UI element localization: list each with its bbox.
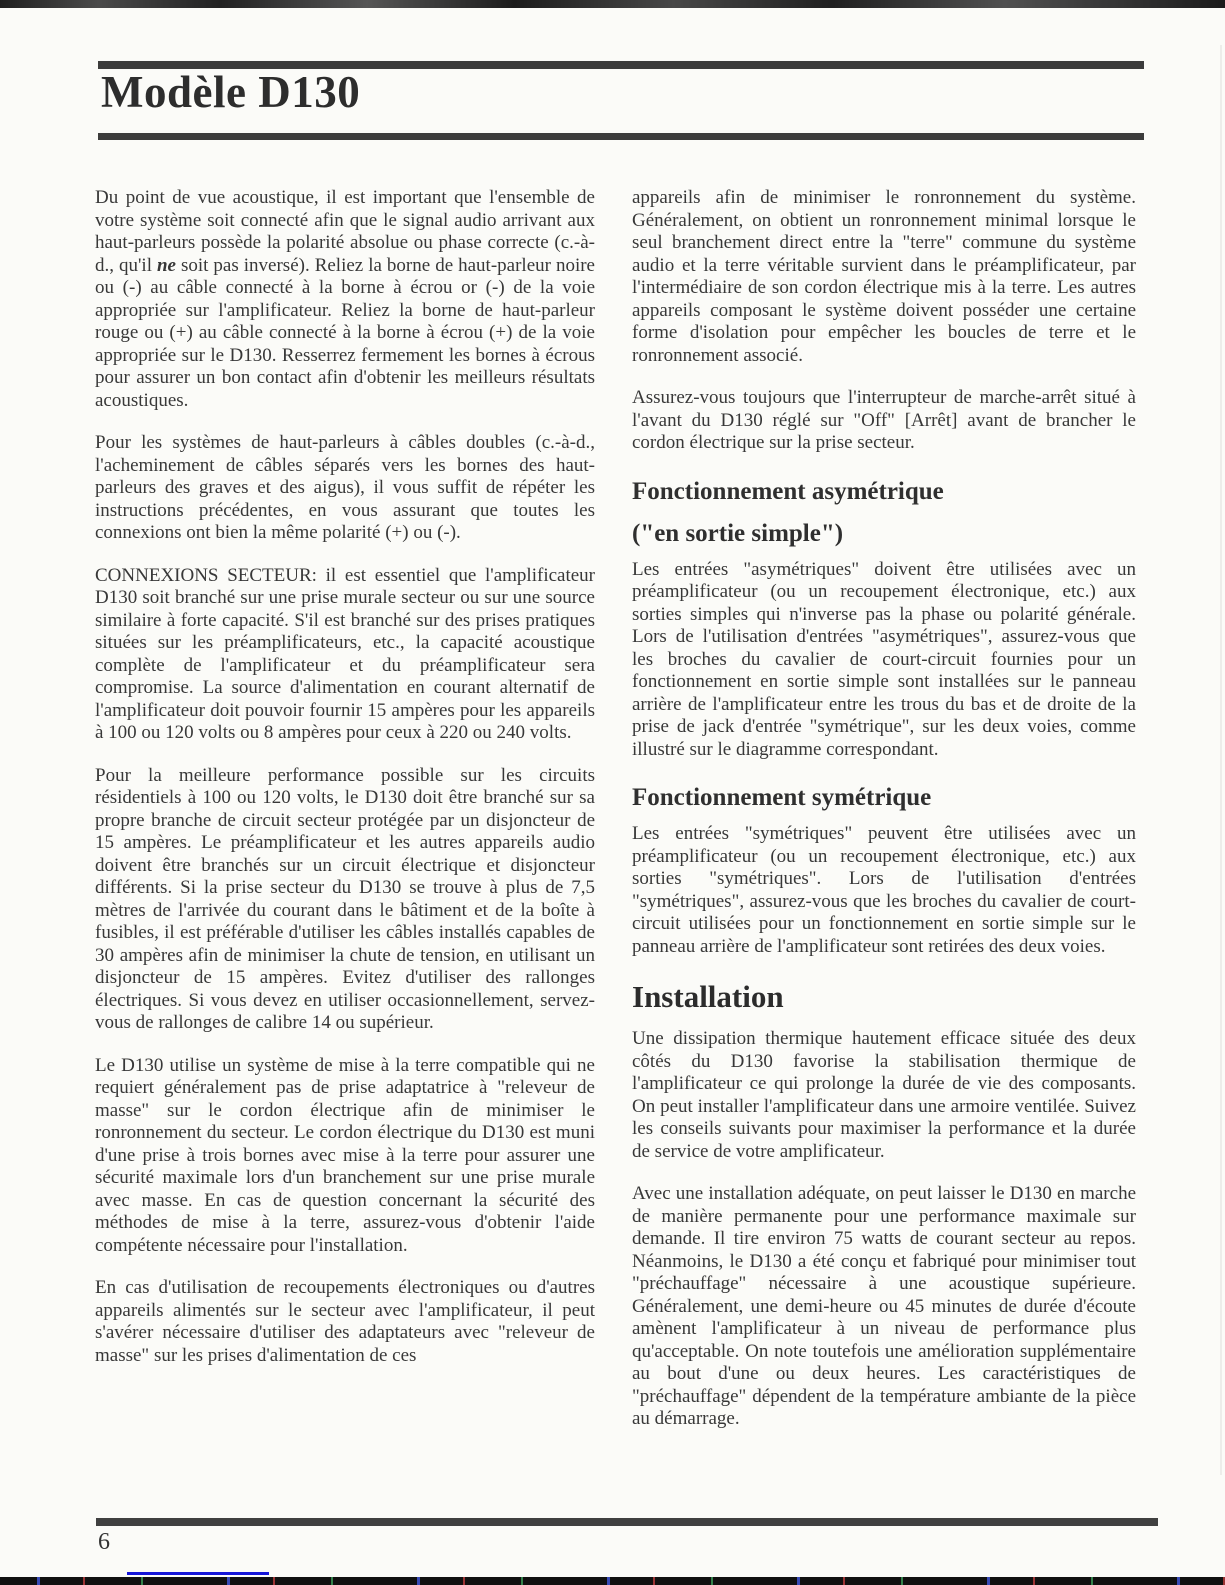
para-ronronnement: appareils afin de minimiser le ronronnement du système. Généralement, on obtient un ronronnement minimal lorsque le seul branchement direct entre la "terre" commune du système audio et la terre véritable survient dans le préamplificateur, par l'intermédiaire de son cordon électrique mis à la terre. Les autres appareils composant le système doivent posséder une certaine forme d'isolation pour empêcher les boucles de terre et le ronronnement associé. [632,187,1136,366]
page-title: Modèle D130 [101,67,361,117]
para-circuits-residentiels: Pour la meilleure performance possible sur les circuits résidentiels à 100 ou 120 volts, le D130 doit être branché sur sa propre branche de circuit secteur protégée par un disjoncteur de 15 ampères. Le préamplificateur et les autres appareils audio doivent être branchés sur un circuit électrique et disjoncteur différents. Si la prise secteur du D130 se trouve à plus de 7,5 mètres de l'arrivée du courant dans le bâtiment et de la boîte à fusibles, il est préférable d'utiliser les câbles installés capables de 30 ampères afin de minimiser la chute de tension, en utilisant un disjoncteur de 15 ampères. Evitez d'utiliser des rallonges électriques. Si vous devez en utiliser occasionnellement, servez-vous de rallonges de calibre 14 ou supérieur. [95,764,595,1033]
para-dissipation-thermique: Une dissipation thermique hautement efficace située des deux côtés du D130 favorise la stabilisation thermique de l'amplificateur ce qui prolonge la durée de vie des composants. On peut installer l'amplificateur dans une armoire ventilée. Suivez les conseils suivants pour maximiser la performance et la durée de service de votre amplificateur. [632,1028,1136,1162]
footer-rule [96,1518,1158,1526]
scan-artifact-top-bar [0,0,1225,8]
left-column [95,187,595,1387]
right-column [632,187,1136,1451]
para-recoupements: En cas d'utilisation de recoupements électroniques ou d'autres appareils alimentés sur le secteur avec l'amplificateur, il peut s'avérer nécessaire d'utiliser des adaptateurs avec "releveur de masse" sur les prises d'alimentation de ces [95,1277,595,1366]
heading-installation: Installation [632,979,784,1014]
para-polarite-emphasis: ne [156,254,176,276]
heading-fonctionnement-symetrique: Fonctionnement symétrique [632,784,932,811]
para-polarite [95,187,595,412]
para-mise-a-la-terre: Le D130 utilise un système de mise à la terre compatible qui ne requiert généralement pas de prise adaptatrice à "releveur de masse" sur le cordon électrique afin de minimiser le ronronnement du secteur. Le cordon électrique du D130 est muni d'une prise à trois bornes avec mise à la terre pour assurer une sécurité maximale lors d'un branchement sur une prise murale avec masse. En cas de question concernant la sécurité des méthodes de mise à la terre, assurez-vous d'obtenir l'aide compétente nécessaire pour l'installation. [95,1054,595,1256]
heading-fonctionnement-asymetrique: Fonctionnement asymétrique [632,477,944,505]
para-interrupteur: Assurez-vous toujours que l'interrupteur de marche-arrêt situé à l'avant du D130 réglé sur "Off" [Arrêt] avant de brancher le cordon électrique sur la prise secteur. [632,387,1136,453]
page-number: 6 [98,1529,110,1555]
scan-artifact-edge-line [1220,45,1222,1475]
para-polarite-text-after: soit pas inversé). Reliez la borne de haut-parleur noire ou (-) au câble connecté à la borne à écrou or (-) de la voie appropriée sur l'amplificateur. Reliez la borne de haut-parleur rouge ou (+) au câble connecté à la borne à écrou (+) de la voie appropriée sur le D130. Resserrez fermement les bornes à écrous pour assurer un bon contact afin d'obtenir les meilleurs résultats acoustiques. [95,254,595,411]
para-entrees-asymetriques: Les entrées "asymétriques" doivent être utilisées avec un préamplificateur (ou un recoupement électronique, etc.) aux sorties simples qui n'inverse pas la phase ou polarité générale. Lors de l'utilisation d'entrées "asymétriques", assurez-vous que les broches du cavalier de court-circuit fournies pour un fonctionnement en sortie simple sont installées sur le panneau arrière de l'amplificateur entre les trous du bas et de droite de la prise de jack d'entrée "symétrique", sur les deux voies, comme illustré sur le diagramme correspondant. [632,558,1136,760]
para-cables-doubles: Pour les systèmes de haut-parleurs à câbles doubles (c.-à-d., l'acheminement de câbles séparés vers les bornes des haut-parleurs des graves et des aigus), il vous suffit de répéter les instructions précédentes, en vous assurant que toutes les connexions ont bien la même polarité (+) ou (-). [95,432,595,543]
para-entrees-symetriques: Les entrées "symétriques" peuvent être utilisées avec un préamplificateur (ou un recoupement électronique, etc.) aux sorties "symétriques". Lors de l'utilisation d'entrées "symétriques", assurez-vous que les broches du cavalier de court-circuit utilisées pour un fonctionnement en sortie simple sur le panneau arrière de l'amplificateur sont retirées des deux voies. [632,823,1136,957]
heading-en-sortie-simple: ("en sortie simple") [632,519,844,547]
scan-artifact-blue-line [127,1572,269,1575]
para-connexions-secteur: CONNEXIONS SECTEUR: il est essentiel que l'amplificateur D130 soit branché sur une prise murale secteur ou sur une source similaire à forte capacité. S'il est branché sur des prises pratiques situées sur les préamplificateurs, etc., la capacité acoustique complète de l'amplificateur et du préamplificateur sera compromise. La source d'alimentation en courant alternatif de l'amplificateur doit pouvoir fournir 15 ampères pour les appareils à 100 ou 120 volts ou 8 ampères pour ceux à 220 ou 240 volts. [95,564,595,743]
scan-artifact-bottom-bar [0,1577,1225,1585]
title-rule-bottom [98,133,1144,140]
para-polarite-text-before: Du point de vue acoustique, il est important que l'ensemble de votre système soit connecté afin que le signal audio arrivant aux haut-parleurs possède la polarité absolue ou phase correcte (c.-à-d., qu'il [95,187,595,276]
para-installation-adequate: Avec une installation adéquate, on peut laisser le D130 en marche de manière permanente pour une performance maximale sur demande. Il tire environ 75 watts de courant secteur au repos. Néanmoins, le D130 a été conçu et fabriqué pour minimiser tout "préchauffage" nécessaire à une acoustique supérieure. Généralement, une demi-heure ou 45 minutes de durée d'écoute amènent l'amplificateur à un niveau de performance plus qu'acceptable. On note toutefois une amélioration supplémentaire au bout d'une ou deux heures. Les caractéristiques de "préchauffage" dépendent de la température ambiante de la pièce au démarrage. [632,1183,1136,1429]
